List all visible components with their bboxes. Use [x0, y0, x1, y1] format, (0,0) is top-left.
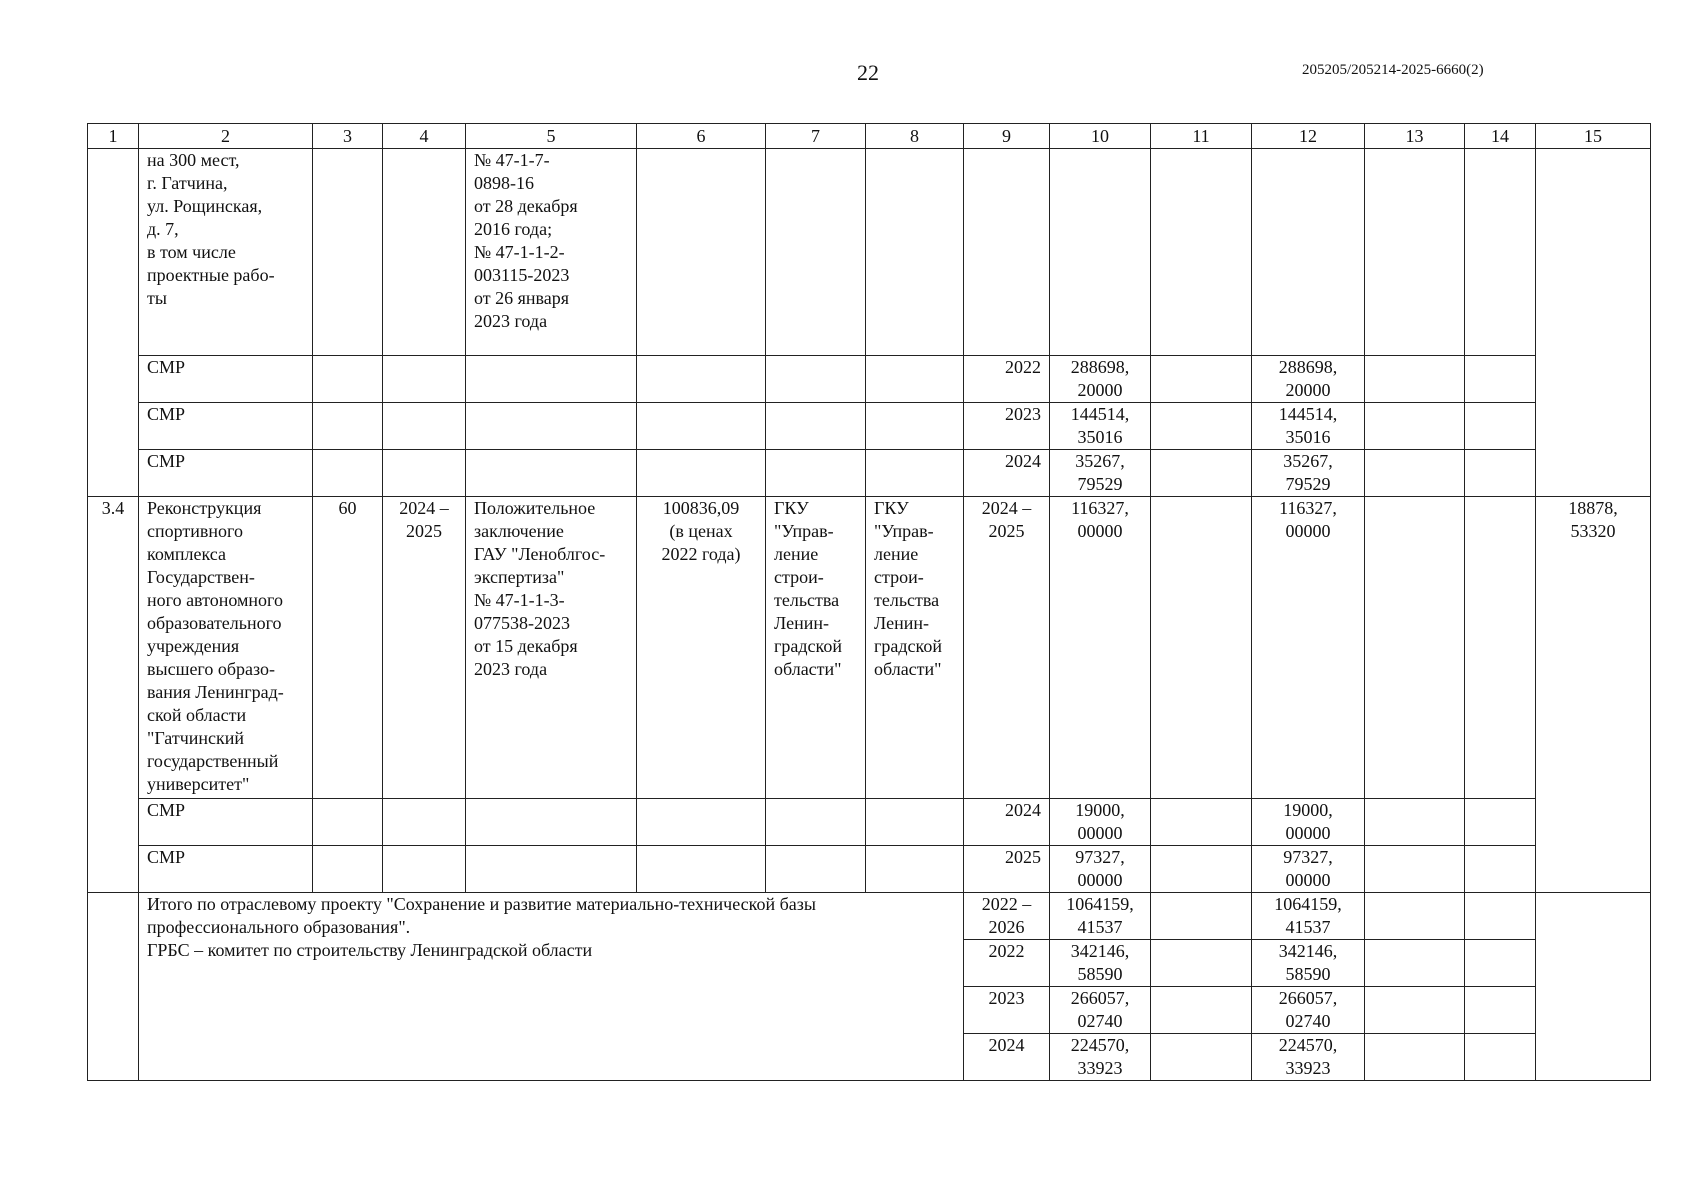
- total-description-cell: Итого по отраслевому проекту "Сохранение и развитие материально-технической базы профессионального образования". ГРБС – комитет по строительству Ленинградской области: [139, 893, 964, 1081]
- work-type-cell: СМР: [139, 846, 313, 893]
- period-cell: 2024 – 2025: [383, 497, 466, 799]
- table-row: [88, 403, 1651, 450]
- column-header: 14: [1465, 124, 1536, 149]
- amount-cell: 342146, 58590: [1252, 940, 1365, 987]
- amount-cell: 224570, 33923: [1050, 1034, 1151, 1081]
- amount-cell: 224570, 33923: [1252, 1034, 1365, 1081]
- year-cell: 2024 – 2025: [964, 497, 1050, 799]
- year-cell: 2024: [964, 799, 1050, 846]
- row-number-cell: 3.4: [88, 497, 139, 893]
- column-header: 2: [139, 124, 313, 149]
- year-cell: 2024: [964, 1034, 1050, 1081]
- year-cell: 2023: [964, 403, 1050, 450]
- page-number: 22: [857, 60, 879, 85]
- investment-table: [87, 123, 1651, 1081]
- table-row: [88, 846, 1651, 893]
- cost-cell: 100836,09 (в ценах 2022 года): [637, 497, 766, 799]
- amount-cell: 19000, 00000: [1252, 799, 1365, 846]
- year-cell: 2024: [964, 450, 1050, 497]
- expertise-cell: № 47-1-7- 0898-16 от 28 декабря 2016 года; № 47-1-1-2- 003115-2023 от 26 января 2023 года: [466, 149, 637, 356]
- column-header: 9: [964, 124, 1050, 149]
- column-header: 7: [766, 124, 866, 149]
- amount-cell: 35267, 79529: [1050, 450, 1151, 497]
- column-header: 1: [88, 124, 139, 149]
- amount-cell: 1064159, 41537: [1050, 893, 1151, 940]
- amount-cell: 266057, 02740: [1252, 987, 1365, 1034]
- column-header: 5: [466, 124, 637, 149]
- year-cell: 2022: [964, 940, 1050, 987]
- table-row: [88, 356, 1651, 403]
- work-type-cell: СМР: [139, 450, 313, 497]
- work-type-cell: СМР: [139, 403, 313, 450]
- column-header: 11: [1151, 124, 1252, 149]
- amount-cell: 144514, 35016: [1050, 403, 1151, 450]
- column-header: 8: [866, 124, 964, 149]
- year-cell: 2022: [964, 356, 1050, 403]
- document-id: 205205/205214-2025-6660(2): [1302, 62, 1484, 78]
- column-header: 13: [1365, 124, 1465, 149]
- amount-cell: 144514, 35016: [1252, 403, 1365, 450]
- amount-cell: 97327, 00000: [1050, 846, 1151, 893]
- column-header: 4: [383, 124, 466, 149]
- column-header: 12: [1252, 124, 1365, 149]
- amount-cell: 266057, 02740: [1050, 987, 1151, 1034]
- amount-cell: 288698, 20000: [1252, 356, 1365, 403]
- column-header: 6: [637, 124, 766, 149]
- total-row: [88, 893, 1651, 940]
- col15-cell: 18878, 53320: [1536, 497, 1651, 893]
- year-cell: 2023: [964, 987, 1050, 1034]
- amount-cell: 35267, 79529: [1252, 450, 1365, 497]
- table-row: [88, 799, 1651, 846]
- customer-cell: ГКУ "Управ- ление строи- тельства Ленин- градской области": [766, 497, 866, 799]
- amount-cell: 116327, 00000: [1050, 497, 1151, 799]
- amount-cell: 97327, 00000: [1252, 846, 1365, 893]
- row-number-cell: [88, 149, 139, 497]
- col15-cell: [1536, 149, 1651, 497]
- amount-cell: 342146, 58590: [1050, 940, 1151, 987]
- table-row: [88, 149, 1651, 356]
- column-number-row: [88, 124, 1651, 149]
- work-type-cell: СМР: [139, 356, 313, 403]
- amount-cell: 116327, 00000: [1252, 497, 1365, 799]
- developer-cell: ГКУ "Управ- ление строи- тельства Ленин- градской области": [866, 497, 964, 799]
- capacity-cell: 60: [313, 497, 383, 799]
- amount-cell: 19000, 00000: [1050, 799, 1151, 846]
- object-name-cell: Реконструкция спортивного комплекса Государствен- ного автономного образовательного учреждения высшего образо- вания Ленинград- ской области "Гатчинский государственный университет": [139, 497, 313, 799]
- year-cell: 2022 – 2026: [964, 893, 1050, 940]
- column-header: 10: [1050, 124, 1151, 149]
- expertise-cell: Положительное заключение ГАУ "Леноблгос- экспертиза" № 47-1-1-3- 077538-2023 от 15 декабря 2023 года: [466, 497, 637, 799]
- object-name-cell: на 300 мест, г. Гатчина, ул. Рощинская, д. 7, в том числе проектные рабо- ты: [139, 149, 313, 356]
- amount-cell: 1064159, 41537: [1252, 893, 1365, 940]
- table-row: [88, 497, 1651, 799]
- year-cell: 2025: [964, 846, 1050, 893]
- work-type-cell: СМР: [139, 799, 313, 846]
- column-header: 3: [313, 124, 383, 149]
- table-row: [88, 450, 1651, 497]
- amount-cell: 288698, 20000: [1050, 356, 1151, 403]
- column-header: 15: [1536, 124, 1651, 149]
